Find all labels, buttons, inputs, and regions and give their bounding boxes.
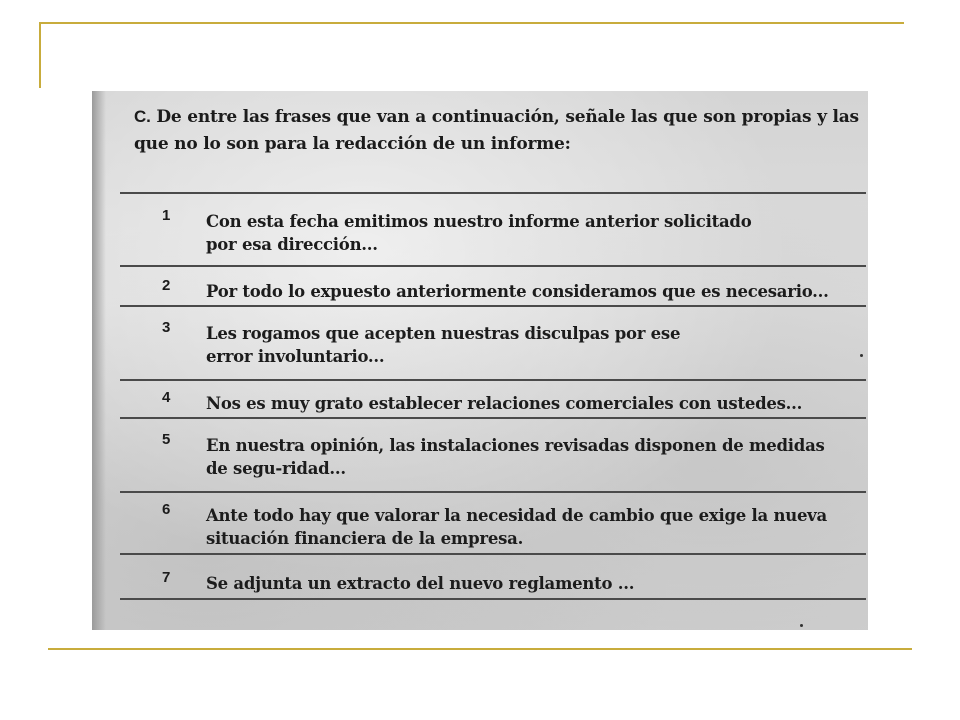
exercise-instruction <box>134 103 864 158</box>
item-number: 3 <box>162 319 171 336</box>
item-number: 6 <box>162 501 171 518</box>
speck-mark <box>860 354 863 357</box>
item-number: 5 <box>162 431 171 448</box>
item-text: Nos es muy grato establecer relaciones comerciales con ustedes... <box>206 394 803 413</box>
slide-frame-left-line <box>39 22 41 88</box>
exercise-instruction-text: De entre las frases que van a continuación, señale las que son propias y las que no lo son para la redacción de un informe: <box>134 107 859 154</box>
item-text: Por todo lo expuesto anteriormente consideramos que es necesario... <box>206 282 829 301</box>
item-number: 4 <box>162 389 171 406</box>
table-rule <box>120 598 866 600</box>
item-text: Con esta fecha emitimos nuestro informe anterior solicitado por esa dirección... <box>206 212 752 254</box>
item-text: Les rogamos que acepten nuestras disculpas por ese error involuntario... <box>206 324 681 366</box>
table-rule <box>120 491 866 493</box>
item-number: 2 <box>162 277 171 294</box>
item-text: En nuestra opinión, las instalaciones revisadas disponen de medidas de segu-ridad... <box>206 436 825 478</box>
table-rule <box>120 417 866 419</box>
table-rule <box>120 305 866 307</box>
table-rule <box>120 379 866 381</box>
scanned-page-image <box>92 91 868 630</box>
table-rule <box>120 192 866 194</box>
slide-frame-top-line <box>39 22 904 24</box>
item-number: 1 <box>162 207 171 224</box>
item-number: 7 <box>162 569 171 586</box>
table-rule <box>120 265 866 267</box>
table-rule <box>120 553 866 555</box>
item-text: Se adjunta un extracto del nuevo reglamento ... <box>206 574 635 593</box>
item-text: Ante todo hay que valorar la necesidad de cambio que exige la nueva situación financiera de la empresa. <box>206 506 827 548</box>
speck-mark <box>800 624 803 627</box>
slide-frame-bottom-line <box>48 648 912 650</box>
exercise-label: C. <box>134 107 151 126</box>
